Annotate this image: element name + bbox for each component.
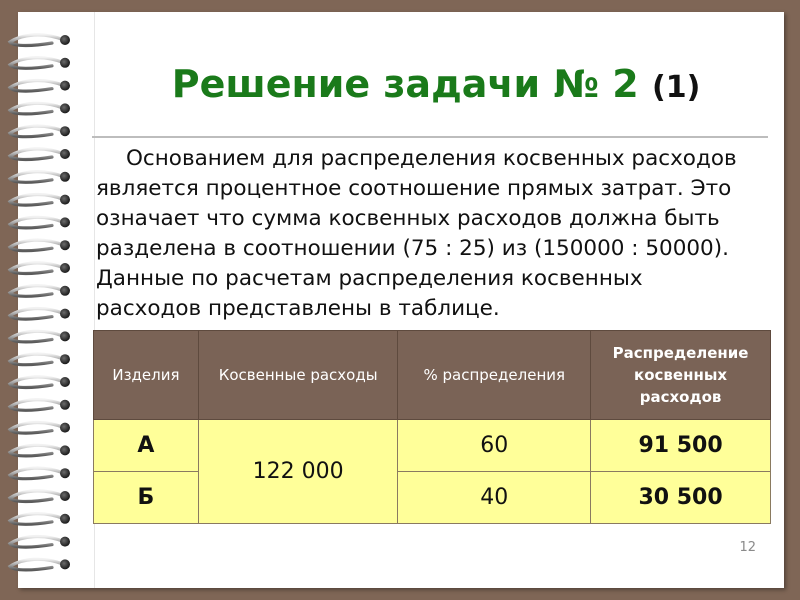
spiral-ring: [10, 35, 64, 46]
punch-hole: [60, 240, 70, 250]
punch-hole: [60, 263, 70, 273]
punch-hole: [60, 445, 70, 455]
slide-title: [96, 62, 776, 106]
spiral-ring: [10, 217, 64, 228]
table-row: [94, 472, 771, 524]
body-line: Данные по расчетам распределения косвенных: [96, 266, 643, 291]
punch-hole: [60, 217, 70, 227]
punch-hole: [60, 286, 70, 296]
problem-description: [96, 144, 768, 324]
table-header-row: [94, 331, 771, 420]
spiral-ring: [10, 491, 64, 502]
header-percent: % распределения: [398, 331, 591, 420]
body-line: Основанием для распределения косвенных расходов: [126, 146, 737, 171]
punch-hole: [60, 331, 70, 341]
spiral-ring: [10, 126, 64, 137]
punch-hole: [60, 400, 70, 410]
punch-hole: [60, 559, 70, 569]
spiral-ring: [10, 559, 64, 570]
body-line: является процентное соотношение прямых затрат. Это: [96, 176, 732, 201]
cell-percent: 60: [398, 420, 591, 472]
spiral-ring: [10, 149, 64, 160]
spiral-ring: [10, 195, 64, 206]
slide-number: 12: [739, 540, 756, 555]
punch-hole: [60, 309, 70, 319]
punch-hole: [60, 468, 70, 478]
spiral-ring: [10, 263, 64, 274]
punch-hole: [60, 81, 70, 91]
body-line: расходов представлены в таблице.: [96, 296, 500, 321]
punch-hole: [60, 35, 70, 45]
punch-hole: [60, 103, 70, 113]
header-indirect-costs: Косвенные расходы: [198, 331, 398, 420]
punch-hole: [60, 423, 70, 433]
punch-hole: [60, 491, 70, 501]
header-distribution: Распределение косвенных расходов: [591, 331, 771, 420]
slide-title-text: Решение задачи № 2: [171, 62, 639, 106]
slide-title-suffix: (1): [651, 70, 701, 105]
spiral-ring: [10, 468, 64, 479]
spiral-binding-icon: [4, 24, 74, 584]
punch-hole: [60, 514, 70, 524]
title-divider: [92, 136, 768, 138]
punch-hole: [60, 58, 70, 68]
spiral-ring: [10, 514, 64, 525]
punch-hole: [60, 354, 70, 364]
cell-distribution: 30 500: [591, 472, 771, 524]
cell-product: Б: [94, 472, 199, 524]
cost-allocation-table: [93, 330, 771, 524]
punch-hole: [60, 377, 70, 387]
body-line: означает что сумма косвенных расходов должна быть: [96, 206, 720, 231]
table-row: [94, 420, 771, 472]
cell-distribution: 91 500: [591, 420, 771, 472]
spiral-ring: [10, 377, 64, 388]
punch-hole: [60, 195, 70, 205]
spiral-ring: [10, 423, 64, 434]
spiral-ring: [10, 240, 64, 251]
spiral-ring: [10, 400, 64, 411]
spiral-ring: [10, 58, 64, 69]
cell-indirect-costs: 122 000: [198, 420, 398, 524]
punch-hole: [60, 149, 70, 159]
spiral-ring: [10, 331, 64, 342]
cell-product: А: [94, 420, 199, 472]
spiral-ring: [10, 354, 64, 365]
spiral-ring: [10, 103, 64, 114]
cell-percent: 40: [398, 472, 591, 524]
punch-hole: [60, 172, 70, 182]
punch-hole: [60, 126, 70, 136]
spiral-ring: [10, 172, 64, 183]
punch-hole: [60, 537, 70, 547]
spiral-ring: [10, 537, 64, 548]
spiral-ring: [10, 81, 64, 92]
spiral-ring: [10, 445, 64, 456]
spiral-ring: [10, 309, 64, 320]
spiral-ring: [10, 286, 64, 297]
header-products: Изделия: [94, 331, 199, 420]
body-line: разделена в соотношении (75 : 25) из (150000 : 50000).: [96, 236, 729, 261]
